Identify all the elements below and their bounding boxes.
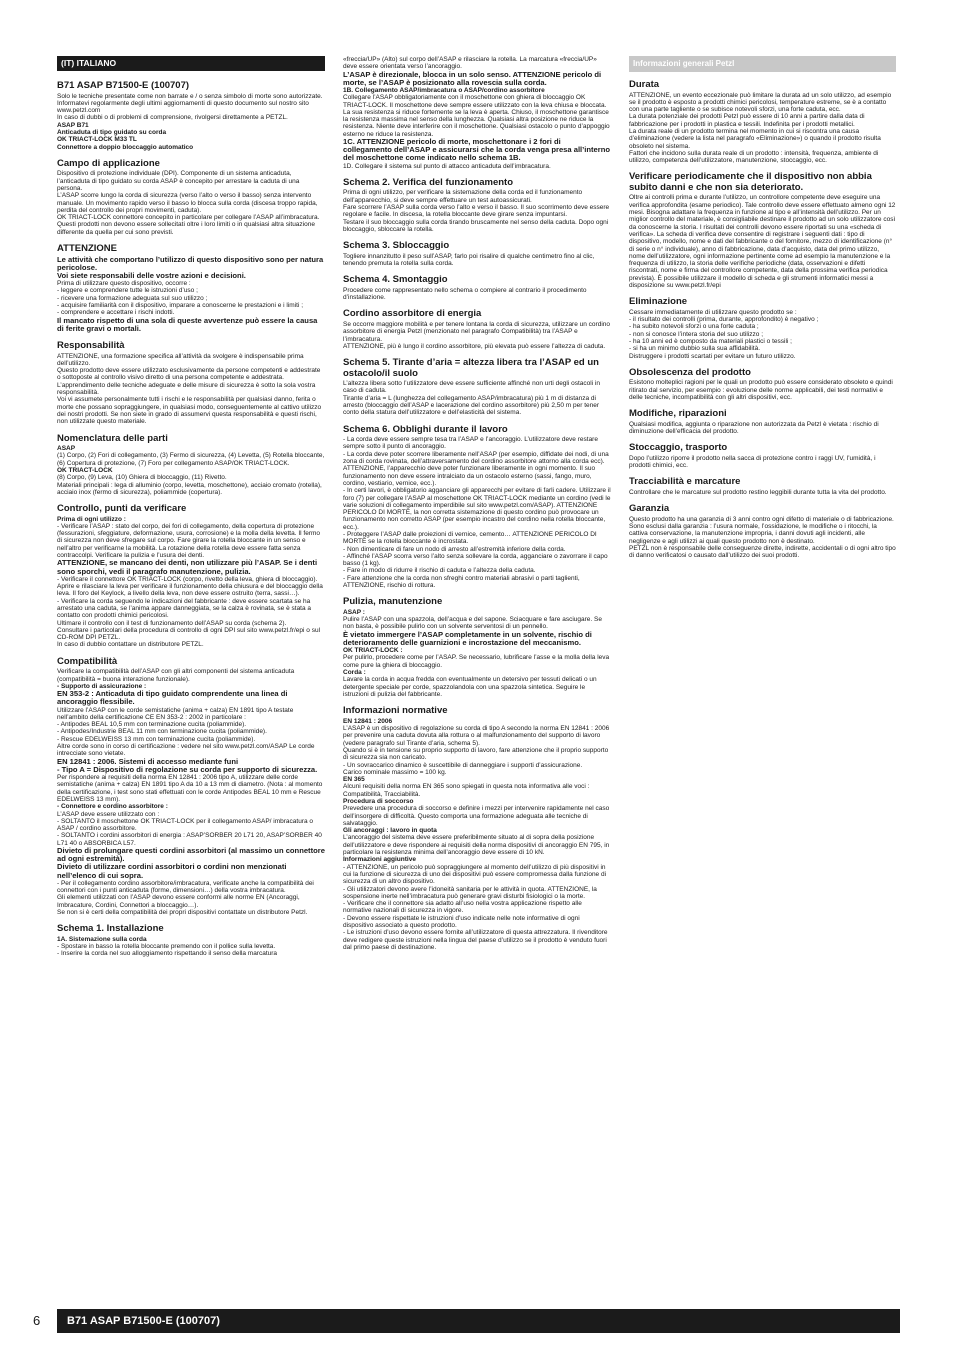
paragraph: EN 12841 : 2006 [343, 717, 393, 725]
paragraph: Solo le tecniche presentate come non barrate e / o senza simbolo di morte sono autorizzate. Informatevi regolarmente degli ultimi aggiornamenti di questo documento sul nostro sito www.petzl.com [57, 92, 323, 115]
section-heading: Schema 5. Tirante d’aria = altezza libera tra l’ASAP ed un ostacolo/il suolo [343, 357, 599, 379]
paragraph: OK TRIACT-LOCK [57, 466, 113, 474]
paragraph: Procedura di soccorso [343, 798, 414, 805]
column-3 [629, 56, 896, 560]
paragraph: Alcuni requisiti della norma EN 365 sono spiegati in questa nota informativa alle voci : Compatibilità, Tracciabilità. [343, 783, 590, 798]
paragraph: - Connettore e cordino assorbitore : [57, 803, 168, 811]
paragraph: - Gli utilizzatori devono avere l’idoneità sanitaria per le attività in quota. ATTENZIONE, la sospensione inerte nell’imbracatura può generare gravi disturbi fisiologici o la morte. [343, 885, 597, 900]
paragraph: Materiali principali : lega di alluminio (corpo, levetta, moschettone), acciaio cromato (rotella), acciaio inox (fermo di sicurezza), poliammide (copertura). [57, 481, 322, 496]
paragraph: L’ASAP scorre lungo la corda di sicurezza (verso l’alto o verso il basso) senza intervento manuale. Un movimento rapido verso il basso lo blocca sulla corda (discesa troppo rapida, perdita del controllo dei propri movimenti, caduta). [57, 192, 318, 214]
paragraph: In caso di dubbi o di problemi di comprensione, rivolgersi direttamente a PETZL. [57, 114, 288, 122]
section-heading: Garanzia [629, 503, 670, 515]
paragraph: OK TRIACT-LOCK connettore concepito in particolare per collegare l’ASAP all’imbracatura. [57, 214, 320, 222]
paragraph: Divieto di prolungare questi cordini assorbitori (al massimo un connettore ad ogni estremità). [57, 846, 325, 864]
section-heading: Durata [629, 79, 660, 90]
paragraph: Fare scorrere l’ASAP sulla corda verso l’alto e verso il basso. Il suo scorrimento deve essere regolare e facile. In discesa, la rotella bloccante deve girare senza impuntarsi. [343, 204, 610, 219]
section-heading: Pulizia, manutenzione [343, 596, 443, 608]
paragraph: Per pulirlo, procedere come per l’ASAP. Se necessario, lubrificare l’asse e la molla della leva come pure la ghiera di bloccaggio. [343, 654, 610, 669]
section-heading: Schema 2. Verifica del funzionamento [343, 176, 513, 188]
paragraph: OK TRIACT-LOCK M33 TL [57, 136, 137, 144]
paragraph: ATTENZIONE, più è lungo il cordino assorbitore, più elevata può essere l’altezza di caduta. [343, 342, 606, 350]
paragraph: In caso di dubbio contattare un distributore PETZL. [57, 641, 204, 649]
paragraph: OK TRIACT-LOCK : [343, 647, 403, 655]
footer-bar [57, 1309, 900, 1333]
paragraph: - Tipo A = Dispositivo di regolazione su corda per supporto di sicurezza. [57, 764, 318, 774]
column-3-content [629, 80, 896, 560]
paragraph: Dopo l’utilizzo riporre il prodotto nella sacca di protezione contro i raggi UV, l’umidità, i prodotti chimici, ecc. [629, 454, 876, 470]
footer-title: B71 ASAP B71500-E (100707) [67, 1315, 220, 1327]
paragraph: Dispositivo di protezione individuale (DPI). Componente di un sistema anticaduta, l’anticaduta di tipo guidato su corda ASAP è concepito per arrestare la caduta di una persona. [57, 170, 300, 192]
section-heading: Schema 4. Smontaggio [343, 274, 448, 286]
paragraph: - ATTENZIONE, un pericolo può sopraggiungere al momento dell’utilizzo di più dispositivi in cui la funzione di sicurezza di uno dei dispositivi può essere compromessa dalla funzione di sicurezza di un altro dispositivo. [343, 863, 607, 886]
section-heading: Responsabilità [57, 340, 125, 352]
column-1-content [57, 81, 325, 958]
paragraph: - SOLTANTO il moschettone OK TRIACT-LOCK per il collegamento ASAP/ imbracatura o ASAP / cordino assorbitore. [57, 817, 314, 833]
paragraph: ATTENZIONE, se mancano dei denti, non utilizzare più l’ASAP. Se i denti sono sporchi, vedi il paragrafo manutenzione, pulizia. [57, 558, 318, 576]
paragraph: - La corda deve poter scorrere liberamente nell’ASAP (per esempio, diffidate dei nodi, di una zona di corda rovinata, dell’attraversamento del cordino assorbitore attorno alla corda ecc). ATTENZIONE, l’apparecchio deve poter funzionare liberamente in ogni momento. Il suo funzionamento non deve essere intralciato da un ostacolo esterno (sassi, fango, muro, cordino, vestiario, vernice, ecc.). [343, 450, 609, 487]
paragraph: Pulire l’ASAP con una spazzola, dell’acqua e del sapone. Sciacquare e fare asciugare. Se non basta, è possibile pulirlo con un solvente serventosi di un pennello. [343, 616, 602, 631]
paragraph: Se occorre maggiore mobilità e per tenere lontana la corda di sicurezza, utilizzare un cordino assorbitore di energia Petzl (menzionato nel paragrafo Compatibilità) tra l’ASAP e l’imbracatura. [343, 320, 611, 343]
paragraph: - Proteggere l’ASAP dalle proiezioni di vernice, cemento… ATTENZIONE PERICOLO DI MORTE se la rotella bloccante è incrostata. [343, 530, 597, 546]
section-heading: Stoccaggio, trasporto [629, 442, 728, 454]
paragraph: - ha 10 anni ed è composto da materiali plastici o tessili ; [629, 338, 792, 346]
paragraph: - ricevere una formazione adeguata sul suo utilizzo ; [57, 294, 208, 302]
paragraph: 1A. Sistemazione sulla corda [57, 935, 147, 943]
section-heading: Schema 6. Obblighi durante il lavoro [343, 423, 508, 435]
paragraph: - Per il collegamento cordino assorbitore/imbracatura, verificate anche la compatibilità dei connettori con i punti anticaduta (forme, dimensioni…) della vostra imbracatura. [57, 879, 314, 895]
paragraph: Prima di ogni utilizzo, per verificare la sistemazione della corda ed il funzionamento dell’apparecchio, si deve sempre effettuare un test autoassicurati. [343, 189, 583, 204]
paragraph: Distruggere i prodotti scartati per evitare un futuro utilizzo. [629, 352, 796, 360]
paragraph: Quando si è in tensione su proprio supporto di lavoro, fare attenzione che il proprio supporto di sicurezza sia non caricato. [343, 746, 609, 762]
paragraph: - Verificare la corda seguendo le indicazioni del fabbricante : deve essere scartata se ha arrestato una caduta, se l’anima appare danneggiata, se la calza è rovinata, se è stata a contatto con prodotti chimici pericolosi. [57, 597, 312, 620]
section-heading: Tracciabilità e marcature [629, 476, 741, 488]
paragraph: - Rescue EDELWEISS 13 mm con terminazione cucita (poliammide). [57, 735, 256, 743]
paragraph: Divieto di utilizzare cordini assorbitori o cordini non menzionati nell’elenco di cui sopra. [57, 862, 287, 880]
paragraph: Il mancato rispetto di una sola di queste avvertenze può essere la causa di ferite gravi o mortali. [57, 315, 318, 333]
paragraph: Corda : [343, 669, 366, 677]
paragraph: Qualsiasi modifica, aggiunta o riparazione non autorizzata da Petzl è vietata : rischio di diminuzione dell’efficacia del prodotto. [629, 420, 879, 436]
section-heading: Schema 3. Sbloccaggio [343, 240, 450, 252]
paragraph: Ultimare il controllo con il test di funzionamento dell’ASAP su corda (schema 2). [57, 619, 287, 627]
paragraph: ASAP B71 [57, 121, 89, 129]
paragraph: (8) Corpo, (9) Leva, (10) Ghiera di bloccaggio, (11) Rivetto. [57, 474, 227, 482]
paragraph: - Antipodes/Industrie BEAL 11 mm con terminazione cucita (poliammide). [57, 728, 267, 736]
paragraph: - Spostare in basso la rotella bloccante premendo con il pollice sulla levetta. [57, 943, 276, 951]
paragraph: - Non dimenticare di fare un nodo di arresto all’estremità inferiore della corda. [343, 545, 566, 553]
section-heading: Campo di applicazione [57, 157, 160, 169]
paragraph: Togliere innanzitutto il peso sull’ASAP, farlo poi risalire di qualche centimetro fino al clic, tenendo premuta la rotella sulla corda. [343, 252, 595, 268]
paragraph: - SOLTANTO i cordini assorbitori di energia : ASAP’SORBER 20 L71 20, ASAP’SORBER 40 L71 40 o ABSORBICA L57. [57, 832, 322, 847]
paragraph: ASAP : [343, 608, 365, 616]
paragraph: Tirante d’aria = L (lunghezza del collegamento ASAP/imbracatura) più 1 m di distanza di arresto (bloccaggio dell’ASAP e lacerazione del cordino assorbitore) più 2,50 m per tener conto della statura dell’utilizzatore e dell’elasticità del sistema. [343, 394, 600, 417]
section-heading: ATTENZIONE [57, 243, 117, 255]
paragraph: - il risultato dei controlli (prima, durante, approfondito) è negativo ; [629, 316, 819, 324]
paragraph: Voi vi assumete personalmente tutti i rischi e le responsabilità per qualsiasi danno, ferita o morte che possano sopraggiungere, in qualsiasi modo, conseguentemente al cattivo utilizzo dei nostri prodotti. Se non siete in grado di assumervi questa responsabilità e questi rischi, non utilizzate questo materiale. [57, 396, 322, 426]
paragraph: Fattori che incidono sulla durata reale di un prodotto : intensità, frequenza, ambiente di utilizzo, competenza dell’utilizzatore, manutenzione, stoccaggio, ecc. [629, 149, 879, 165]
paragraph: - Verificare che il connettore sia adatto all’uso nella vostra applicazione rispetto alle normative nazionali di sicurezza in vigore. [343, 900, 582, 915]
paragraph: EN 353-2 : Anticaduta di tipo guidato comprendente una linea di ancoraggio flessibile. [57, 689, 288, 707]
paragraph: La durata reale di un prodotto termina nel momento in cui si riscontra una causa d’eliminazione (vedere la lista nel paragrafo «Eliminazione») o quando il prodotto risulta obsoleto nel sistema. [629, 127, 881, 150]
paragraph: La durata potenziale dei prodotti Petzl può essere di 10 anni a partire dalla data di fabbricazione per i prodotti in plastica e tessili. Indefinita per i prodotti metallici. [629, 113, 865, 128]
paragraph: ASAP [57, 445, 76, 453]
paragraph: Per rispondere ai requisiti della norma EN 12841 : 2006 tipo A, utilizzare delle corde semistatiche (anima + calza) EN 1891 tipo A da 10 a 13 mm di diametro. (Nota : al momento della certificazione, i test sono stati effettuati con le corde Antipodes BEAL 10 mm e Rescue EDELWEISS 13 mm). [57, 774, 323, 803]
section-heading: Modifiche, riparazioni [629, 408, 727, 420]
paragraph: Questi prodotti non devono essere sollecitati oltre i loro limiti o in qualsiasi altra situazione differente da quella per cui sono previsti. [57, 221, 315, 236]
section-heading: Verificare periodicamente che il dispositivo non abbia subito danni e che non sia deteriorato. [629, 171, 872, 193]
general-info-header: Informazioni generali Petzl [629, 56, 896, 72]
paragraph: - In certi lavori, è obbligatorio agganciare gli apparecchi per evitare di farli cadere. Utilizzare il foro (7) per collegare l’ASAP al moschettone OK TRIACT-LOCK mediante un cordino (vedi le varie soluzioni di collegamento imperdibile sul sito www.petzl.com/ASAP). ATTENZIONE PERICOLO DI MORTE, la non corretta sistemazione di questo cordino può provocare un funzionamento non corretto ASAP (per esempio incastro del cordino nella rotella bloccante, ecc.). [343, 487, 611, 531]
paragraph: - Un sovraccarico dinamico è suscettibile di danneggiare i supporti d’assicurazione. [343, 761, 583, 769]
paragraph: - Affinché l’ASAP scorra verso l’alto senza sollevare la corda, agganciare o zavorrare il capo basso (1 kg). [343, 552, 608, 568]
paragraph: L’ancoraggio del sistema deve essere preferibilmente situato al di sopra della posizione dell’utilizzatore e deve rispondere ai requisiti della norma dispositivi di ancoraggio EN 795, in particolare la resistenza minima dell’ancoraggio deve essere di 10 kN. [343, 834, 610, 857]
paragraph: 1D. Collegare il sistema sul punto di attacco anticaduta dell’imbracatura. [343, 162, 551, 170]
paragraph: Anticaduta di tipo guidato su corda [57, 128, 167, 136]
paragraph: - Devono essere rispettate le istruzioni d’uso indicate nelle note informative di ogni dispositivo associato a questo prodotto. [343, 914, 580, 930]
paragraph: - comprendere e accettare i rischi indotti. [57, 309, 175, 317]
paragraph: Carico nominale massimo = 100 kg. [343, 768, 447, 776]
paragraph: Gli elementi utilizzati con l’ASAP devono essere conformi alle norme EN (Ancoraggi, Imbracature, Cordini, Connettori a bloccaggio…). [57, 894, 300, 909]
paragraph: Verificare la compatibilità dell’ASAP con gli altri componenti del sistema anticaduta (compatibilità = buona interazione funzionale). [57, 668, 295, 683]
paragraph: - La corda deve essere sempre tesa tra l’ASAP e l’ancoraggio. L’utilizzatore deve restare sempre sotto il punto di ancoraggio. [343, 436, 598, 451]
paragraph: - Verificare l’ASAP : stato del corpo, dei fori di collegamento, della copertura di protezione (fessurazioni, sfeggiature, deformazione, usura, corrosione) e la molla della levetta. Il fermo di sicurezza non deve sfregare sul corpo. Fare girare la rotella bloccante in un senso e nell’altro per verificarne la mobilità. La rotazione della rotella deve essere fatta senza contraccolpi. Verificare la pulizia e l’usura dei denti. [57, 522, 321, 560]
section-heading: Nomenclatura delle parti [57, 432, 168, 444]
paragraph: Voi siete responsabili delle vostre azioni e decisioni. [57, 270, 246, 280]
section-heading: B71 ASAP B71500-E (100707) [57, 80, 190, 91]
column-2-content [343, 56, 611, 951]
paragraph: L’apprendimento delle tecniche adeguate e delle misure di sicurezza è sotto la sola vostra responsabilità. [57, 381, 316, 397]
paragraph: L’ASAP è un dispositivo di regolazione su corda di tipo A secondo la norma EN 12841 : 2006 per prevenire una caduta dovuta alla rottura o al malfunzionamento del supporto di lavoro (vedere paragrafo sul Tirante d’aria, schema 5). [343, 725, 610, 747]
paragraph: Prevedere una procedura di soccorso e definire i mezzi per intervenire rapidamente nel caso dell’insorgere di difficoltà. Questo comporta una formazione adeguata alle tecniche di salvataggio. [343, 805, 610, 827]
paragraph: Testare il suo bloccaggio sulla corda tirando bruscamente nel senso della caduta. Dopo ogni bloccaggio, sbloccare la rotella. [343, 218, 609, 233]
paragraph: Prima di utilizzare questo dispositivo, occorre : [57, 280, 191, 288]
section-heading: Eliminazione [629, 296, 688, 308]
section-heading: Cordino assorbitore di energia [343, 308, 482, 320]
paragraph: Informazioni aggiuntive [343, 856, 416, 864]
paragraph: - Supporto di assicurazione : [57, 682, 147, 690]
paragraph: Le attività che comportano l’utilizzo di questo dispositivo sono per natura pericolose. [57, 254, 324, 272]
paragraph: Questo prodotto deve essere utilizzato esclusivamente da persone competenti e addestrate o sottoposte al controllo visivo diretto di una persona competente e addestrata. [57, 367, 321, 382]
paragraph: - Fare attenzione che la corda non sfreghi contro materiali abrasivi o parti taglienti, ATTENZIONE, rischio di rottura. [343, 574, 580, 590]
paragraph: PETZL non è responsabile delle conseguenze dirette, indirette, accidentali o di ogni altro tipo di danno verificatosi o causato dall’utilizzo dei suoi prodotti. [629, 544, 896, 560]
paragraph: «freccia/UP» (Alto) sul corpo dell’ASAP e rilasciare la rotella. La marcatura «freccia/UP» deve essere orientata verso l’ancoraggio. [343, 56, 597, 71]
section-heading: Obsolescenza del prodotto [629, 366, 751, 378]
column-2 [343, 56, 611, 951]
paragraph: L’altezza libera sotto l’utilizzatore deve essere sufficiente affinché non urti degli ostacoli in caso di caduta. [343, 380, 601, 395]
paragraph: Oltre ai controlli prima e durante l’utilizzo, un controllore competente deve eseguire una verifica approfondita (esame periodico). Tale controllo deve essere effettuato almeno ogni 12 mesi. Bisogna adattare la frequenza in funzione al tipo e all’intensità dell’utilizzo. Per un miglior controllo del materiale, è consigliabile destinare il prodotto ad un solo utilizzatore così da conoscerne la storia. I risultati dei controlli devono essere riportati su una «scheda di verifica». La scheda di verifica deve consentire di registrare i seguenti dati : tipo di dispositivo, modello, nome e dati del fabbricante o del fornitore, mezzo di identificazione (n° di serie o n° individuale), anno di fabbricazione, data d’acquisto, data del primo utilizzo, nome dell’utilizzatore, ogni informazione pertinente come ad esempio la manutenzione e la frequenza di utilizzo, la storia delle verifiche periodiche (data, osservazioni e difetti riscontrati, nome e firma del controllore competente, data della prossima verifica periodica prevista). È possibile utilizzare il modello di scheda e gli strumenti informatici messi a disposizione su www.petzl.fr/epi [629, 194, 896, 290]
paragraph: 1C. ATTENZIONE pericolo di morte, moschettonare i 2 fori di collegamento dell’ASAP e assicurarsi che la corda venga presa all’interno del moschettone come indicato nello schema 1B. [343, 137, 611, 163]
column-1 [57, 56, 325, 958]
paragraph: - acquisire familiarità con il dispositivo, imparare a conoscerne le prestazioni e i limiti ; [57, 302, 304, 310]
paragraph: È vietato immergere l’ASAP completamente in un solvente, rischio di deterioramento delle guarnizioni e incrostazione del meccanismo. [343, 629, 592, 647]
language-header: (IT) ITALIANO [57, 56, 325, 71]
paragraph: Collegare l’ASAP obbligatoriamente con il moschettone con ghiera di bloccaggio OK TRIACT-LOCK. Il moschettone deve sempre essere utilizzato con la leva chiusa e bloccata. La sua resistenza si riduce fortemente se la leva è aperta. Chiuso, il moschettone garantisce la resistenza massima nel senso della lunghezza. Qualsiasi altra posizione ne riduce la resistenza. Niente deve interferire con il moschettone. Qualsiasi ostacolo o punto d’appoggio esterno ne riduce la resistenza. [343, 94, 610, 138]
paragraph: Lavare la corda in acqua fredda con eventualmente un detersivo per tessuti delicati o un detergente speciale per corde, spazzolandola con una spazzola sintetica. Seguire le istruzioni di pulizia del fabbricante. [343, 676, 597, 698]
paragraph: Prima di ogni utilizzo : [57, 515, 126, 523]
paragraph: 1B. Collegamento ASAP/imbracatura o ASAP/cordino assorbitore [343, 87, 545, 94]
section-heading: Schema 1. Installazione [57, 923, 164, 935]
paragraph: Esistono molteplici ragioni per le quali un prodotto può essere considerato obsoleto e quindi ritirato dal servizio, per esempio : evoluzione delle norme applicabili, dei testi normativi e delle tecniche, incompatibilità con gli altri dispositivi, ecc. [629, 379, 893, 401]
page-number: 6 [33, 1313, 41, 1328]
paragraph: Controllare che le marcature sul prodotto restino leggibili durante tutta la vita del prodotto. [629, 488, 887, 496]
paragraph: - Le istruzioni d’uso devono essere fornite all’utilizzatore di questa attrezzatura. Il rivenditore deve redigere queste istruzioni nella lingua del paese d’utilizzo se il prodotto è venduto fuori dal primo paese di destinazione. [343, 929, 608, 951]
paragraph: - si ha un minimo dubbio sulla sua affidabilità. [629, 345, 761, 353]
section-heading: Controllo, punti da verificare [57, 503, 187, 515]
section-heading: Compatibilità [57, 655, 118, 667]
paragraph: - Antipodes BEAL 10,5 mm con terminazione cucita (poliammide). [57, 721, 247, 729]
paragraph: - Verificare il connettore OK TRIACT-LOCK (corpo, rivetto della leva, ghiera di bloccaggio). Aprire e rilasciare la leva per verificare il funzionamento della chiusura e del bloccaggio della leva. Il foro del Keylock, a livello della leva, non deve essere ostruito (terra, sassi…). [57, 575, 323, 598]
paragraph: - Fare in modo di ridurre il rischio di caduta e l’altezza della caduta. [343, 567, 536, 575]
paragraph: Connettore a doppio bloccaggio automatico [57, 143, 194, 151]
paragraph: L’ASAP è direzionale, blocca in un solo senso. ATTENZIONE pericolo di morte, se l’ASAP è posizionato alla rovescia sulla corda. [343, 69, 602, 87]
paragraph: Altre corde sono in corso di certificazione : vedere nel sito www.petzl.com/ASAP Le corde intrecciate sono vietate. [57, 743, 315, 758]
paragraph: (1) Corpo, (2) Fori di collegamento, (3) Fermo di sicurezza, (4) Levetta, (5) Rotella bloccante, (6) Copertura di protezione, (7) Foro per collegamento ASAP/OK TRIACT-LOCK. [57, 452, 325, 467]
paragraph: Questo prodotto ha una garanzia di 3 anni contro ogni difetto di materiale o di fabbricazione. Sono esclusi dalla garanzia : l’usura normale, l’ossidazione, le modifiche o i ritocchi, la cattiva conservazione, la manutenzione impropria, i danni dovuti agli incidenti, alle negligenze e agli utilizzi ai quali questo prodotto non è destinato. [629, 515, 894, 545]
paragraph: Cessare immediatamente di utilizzare questo prodotto se : [629, 308, 797, 316]
paragraph: Consultare i particolari della procedura di controllo di ogni DPI sul sito www.petzl.fr/epi o sul CD-ROM DPI PETZL. [57, 626, 321, 642]
paragraph: - ha subito notevoli sforzi o una forte caduta ; [629, 323, 759, 331]
paragraph: Gli ancoraggi : lavoro in quota [343, 827, 437, 835]
paragraph: EN 365 [343, 776, 365, 784]
paragraph: ATTENZIONE, una formazione specifica all’attività da svolgere è indispensabile prima dell’utilizzo. [57, 352, 304, 367]
paragraph: Utilizzare l’ASAP con le corde semistatiche (anima + calza) EN 1891 tipo A testate nell’ambito della certificazione CE EN 353-2 : 2002 in particolare : [57, 706, 294, 721]
paragraph: L’ASAP deve essere utilizzato con : [57, 810, 160, 818]
paragraph: Procedere come rappresentato nello schema o compiere al contrario il procedimento d’installazione. [343, 286, 587, 302]
paragraph: - non si conosce l’intera storia del suo utilizzo ; [629, 330, 764, 338]
paragraph: - leggere e comprendere tutte le istruzioni d’uso ; [57, 287, 198, 295]
paragraph: - Inserire la corda nel suo alloggiamento rispettando il senso della marcatura [57, 950, 278, 958]
paragraph: Se non si è certi della compatibilità dei propri dispositivi contattate un distributore Petzl. [57, 909, 308, 916]
paragraph: ATTENZIONE, un evento eccezionale può limitare la durata ad un solo utilizzo, ad esempio se il prodotto è esposto a prodotti chimici pericolosi, temperature estreme, se è a contatto con una parte tagliente o se subisce notevoli sforzi, una forte caduta, ecc. [629, 91, 892, 114]
section-heading: Informazioni normative [343, 705, 448, 717]
paragraph: EN 12841 : 2006. Sistemi di accesso mediante funi [57, 756, 239, 766]
